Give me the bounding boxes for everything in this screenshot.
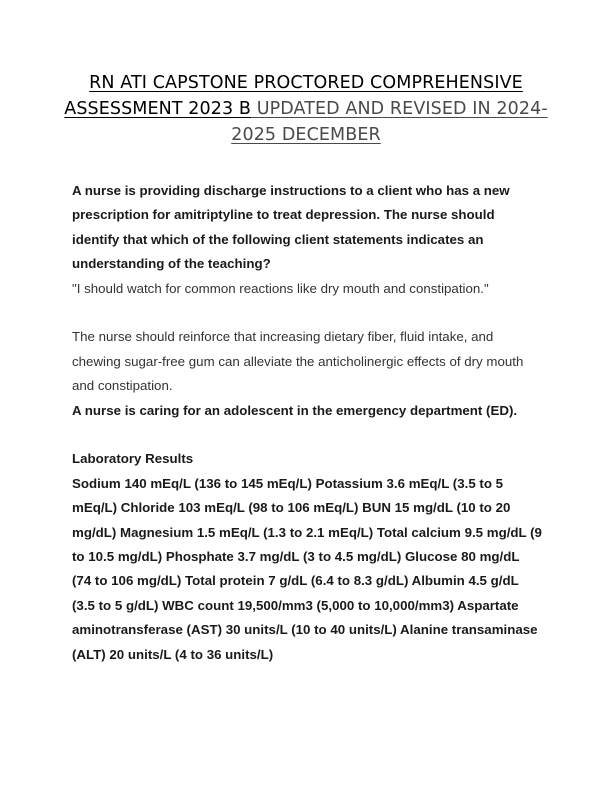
question-2: A nurse is caring for an adolescent in the emergency department (ED).: [72, 402, 518, 418]
document-title: [60, 70, 552, 148]
title-main: RN ATI CAPSTONE PROCTORED COMPREHENSIVE ASSESSMENT 2023 B: [64, 73, 523, 119]
title-update-note: UPDATED AND REVISED IN 2024-2025 DECEMBER: [231, 99, 548, 145]
lab-results-heading: Laboratory Results: [72, 451, 194, 467]
document-body: [72, 179, 542, 667]
paragraph-spacer: [72, 301, 542, 325]
paragraph-spacer: [72, 423, 542, 447]
answer-1: "I should watch for common reactions like dry mouth and constipation.": [72, 280, 489, 296]
lab-results-values: Sodium 140 mEq/L (136 to 145 mEq/L) Potassium 3.6 mEq/L (3.5 to 5 mEq/L) Chloride 103 mEq/L (98 to 106 mEq/L) BUN 15 mg/dL (10 to 20 mg/dL) Magnesium 1.5 mEq/L (1.3 to 2.1 mEq/L) Total calcium 9.5 mg/dL (9 to 10.5 mg/dL) Phosphate 3.7 mg/dL (3 to 4.5 mg/dL) Glucose 80 mg/dL (74 to 106 mg/dL) Total protein 7 g/dL (6.4 to 8.3 g/dL) Albumin 4.5 g/dL (3.5 to 5 g/dL) WBC count 19,500/mm3 (5,000 to 10,000/mm3) Aspartate aminotransferase (AST) 30 units/L (10 to 40 units/L) Alanine transaminase (ALT) 20 units/L (4 to 36 units/L): [72, 475, 542, 662]
rationale-1: The nurse should reinforce that increasing dietary fiber, fluid intake, and chewing sugar-free gum can alleviate the anticholinergic effects of dry mouth and constipation.: [72, 329, 524, 394]
question-1: A nurse is providing discharge instructions to a client who has a new prescription for amitriptyline to treat depression. The nurse should identify that which of the following client statements indicates an understanding of the teaching?: [72, 183, 510, 272]
